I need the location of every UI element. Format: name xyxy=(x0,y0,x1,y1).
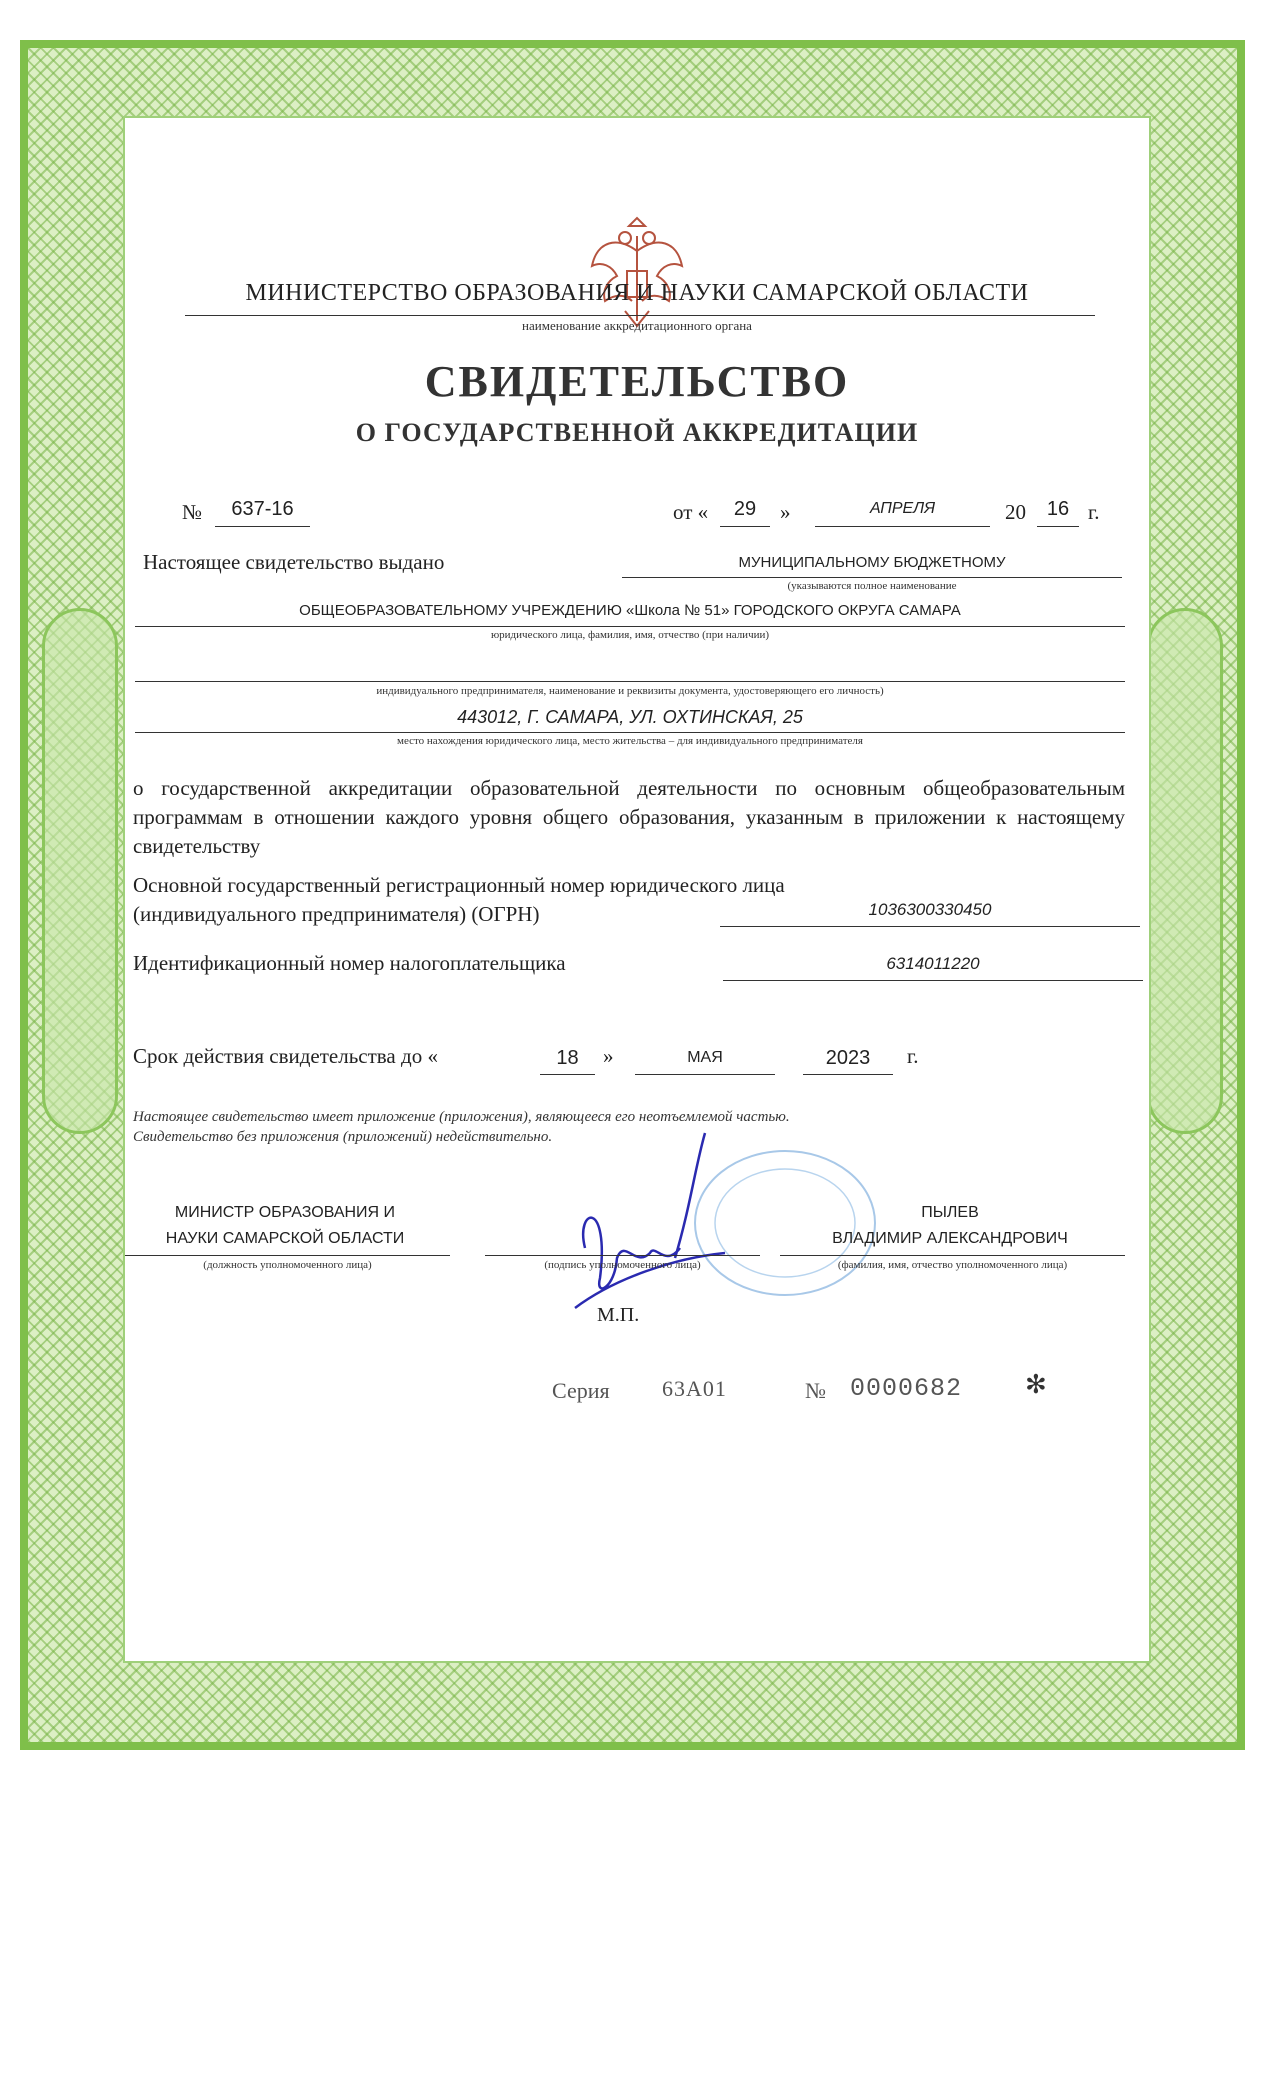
underline xyxy=(622,577,1122,578)
year-label: г. xyxy=(1088,500,1100,524)
divider xyxy=(185,315,1095,316)
appendix-note-1: Настоящее свидетельство имеет приложение (приложения), являющееся его неотъемлемой частью. xyxy=(133,1109,790,1125)
signer-caption: (фамилия, имя, отчество уполномоченного лица) xyxy=(837,1259,1068,1271)
underline xyxy=(723,980,1143,981)
ogrn-value: 1036300330450 xyxy=(868,900,992,919)
validity-day-close: » xyxy=(603,1044,614,1068)
underline xyxy=(215,526,310,527)
organization-line-1: МУНИЦИПАЛЬНОМУ БЮДЖЕТНОМУ xyxy=(738,554,1006,571)
underline xyxy=(780,1255,1125,1256)
document-subtitle: О ГОСУДАРСТВЕННОЙ АККРЕДИТАЦИИ xyxy=(355,418,919,447)
validity-day: 18 xyxy=(556,1047,579,1069)
issue-day: 29 xyxy=(733,498,757,520)
year-prefix: 20 xyxy=(1005,500,1026,524)
document-title: СВИДЕТЕЛЬСТВО xyxy=(424,357,850,406)
series-value: 63А01 xyxy=(662,1376,727,1401)
ogrn-label-2: (индивидуального предпринимателя) (ОГРН) xyxy=(133,902,540,926)
day-close-quote: » xyxy=(780,500,791,524)
accreditation-text: о государственной аккредитации образовательной деятельности по основным общеобразовательным программам в отношении каждого уровня общего образования, указанным в приложении к настоящему свидетельству xyxy=(133,776,1125,858)
issued-to-label: Настоящее свидетельство выдано xyxy=(143,550,445,574)
series-number: 0000682 xyxy=(850,1374,963,1403)
underline xyxy=(135,732,1125,733)
number-label: № xyxy=(182,500,203,524)
appendix-note-2: Свидетельство без приложения (приложений) недействительно. xyxy=(133,1129,553,1145)
underline xyxy=(1037,526,1079,527)
signer-given-names: ВЛАДИМИР АЛЕКСАНДРОВИЧ xyxy=(832,1230,1068,1247)
underline xyxy=(720,526,770,527)
validity-year: 2023 xyxy=(825,1047,871,1069)
underline xyxy=(135,626,1125,627)
ornament-right xyxy=(1147,608,1223,1134)
underline xyxy=(803,1074,893,1075)
address: 443012, Г. САМАРА, УЛ. ОХТИНСКАЯ, 25 xyxy=(457,707,803,727)
position-line-1: МИНИСТР ОБРАЗОВАНИЯ И xyxy=(174,1204,396,1221)
underline xyxy=(815,526,990,527)
underline xyxy=(125,1255,450,1256)
underline xyxy=(485,1255,760,1256)
caption-entrepreneur: индивидуального предпринимателя, наименование и реквизиты документа, удостоверяющего его личность) xyxy=(376,685,884,697)
caption-legal-entity: юридического лица, фамилия, имя, отчество (при наличии) xyxy=(490,629,770,641)
signature-caption: (подпись уполномоченного лица) xyxy=(544,1259,701,1271)
issue-year-suffix: 16 xyxy=(1046,498,1070,520)
underline xyxy=(540,1074,595,1075)
caption-full-name: (указываются полное наименование xyxy=(787,580,957,592)
ogrn-label-1: Основной государственный регистрационный номер юридического лица xyxy=(133,873,785,897)
underline xyxy=(135,681,1125,682)
signer-surname: ПЫЛЕВ xyxy=(921,1204,979,1221)
authority-caption: наименование аккредитационного органа xyxy=(522,318,752,333)
position-line-2: НАУКИ САМАРСКОЙ ОБЛАСТИ xyxy=(165,1230,405,1247)
series-star: ✻ xyxy=(1025,1370,1047,1400)
issue-month: АПРЕЛЯ xyxy=(869,500,936,517)
series-label: Серия xyxy=(552,1378,610,1403)
ornament-left xyxy=(42,608,118,1134)
signature-icon xyxy=(555,1128,735,1328)
position-caption: (должность уполномоченного лица) xyxy=(203,1259,372,1271)
inn-label: Идентификационный номер налогоплательщика xyxy=(133,951,566,975)
caption-location: место нахождения юридического лица, место жительства – для индивидуального предпринимателя xyxy=(397,735,863,747)
validity-month: МАЯ xyxy=(687,1049,723,1066)
validity-label: Срок действия свидетельства до « xyxy=(133,1044,438,1068)
date-from-label: от « xyxy=(673,500,709,524)
underline xyxy=(635,1074,775,1075)
coat-of-arms-icon xyxy=(587,216,687,331)
series-number-label: № xyxy=(805,1378,826,1403)
underline xyxy=(720,926,1140,927)
organization-line-2: ОБЩЕОБРАЗОВАТЕЛЬНОМУ УЧРЕЖДЕНИЮ «Школа № 51» ГОРОДСКОГО ОКРУГА САМАРА xyxy=(299,602,961,619)
certificate-border xyxy=(20,40,1245,1750)
certificate-number: 637-16 xyxy=(231,498,294,520)
authority-name: МИНИСТЕРСТВО ОБРАЗОВАНИЯ И НАУКИ САМАРСКОЙ ОБЛАСТИ xyxy=(245,280,1029,306)
stamp-place-label: М.П. xyxy=(597,1304,640,1326)
certificate-body xyxy=(123,116,1151,1663)
inn-value: 6314011220 xyxy=(886,954,980,973)
validity-year-label: г. xyxy=(907,1044,919,1068)
